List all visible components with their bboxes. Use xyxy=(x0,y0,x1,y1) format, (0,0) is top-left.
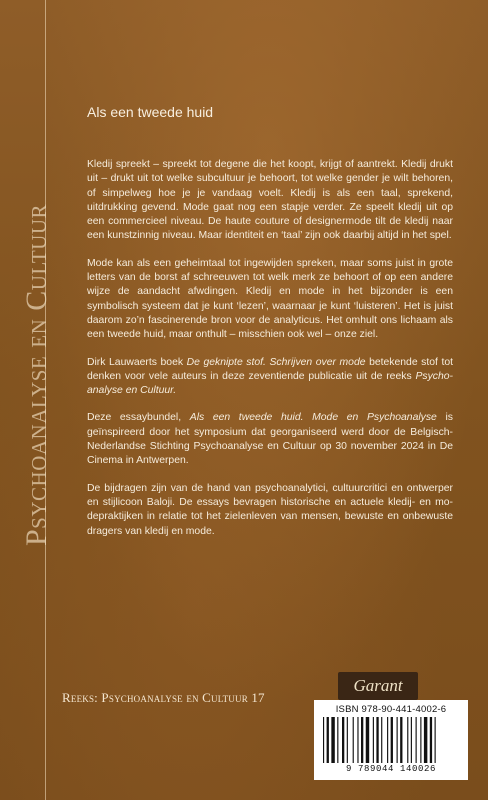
book-title-italic: De geknipte stof. Schrijven over mode xyxy=(186,356,366,368)
paragraph-4-text-a: Deze essaybundel, xyxy=(87,412,190,424)
series-line: Reeks: Psychoanalyse en Cultuur 17 xyxy=(62,690,265,705)
paragraph-4-text-b: is geïnspireerd door het symposium dat georganiseerd werd door de Belgisch-Nederlandse Stichting Psychoanalyse en Cultuur op 30 november 2024 in De Cinema in Antwerpen. xyxy=(87,412,453,467)
paragraph-5: De bijdragen zijn van de hand van psychoanalytici, cultuurcritici en ontwerper en stijlicoon Baloji. De essays bevragen historische en actuele kledij- en modepraktijken in relatie tot het zielenleven van mensen, bewuste en onbewuste dragers van kledij en mode. xyxy=(87,482,453,537)
vertical-series-title: Psychoanalyse en Cultuur xyxy=(20,204,53,546)
paragraph-3 xyxy=(87,356,453,399)
publisher-logo: Garant xyxy=(338,672,418,700)
paragraph-1: Kledij spreekt – spreekt tot degene die het koopt, krijgt of aantrekt. Kledij drukt uit – drukt uit tot welke subcultuur je behoort, tot welke gender je wilt behoren, of simpelweg hoe je je vandaag voelt. Kledij is als een taal, sprekend, uitdrukking gevend. Mode gaat nog een stapje verder. Ze speelt kledij uit op een commercieel niveau. De haute couture of designermode tilt de kledij naar een kunstzinnig niveau. Maar identiteit en ‘taal’ zijn ook daarbij altijd in het spel. xyxy=(87,159,453,242)
isbn-barcode-box xyxy=(314,700,468,780)
cover-heading: Als een tweede huid xyxy=(87,104,214,120)
series-name-italic: Psychoanalyse en Cultuur. xyxy=(87,370,453,397)
barcode-graphic xyxy=(322,717,460,763)
paragraph-3-text-a: Dirk Lauwaerts boek xyxy=(87,356,187,368)
essay-title-italic: Als een tweede huid. Mode en Psychoanalyse xyxy=(189,412,437,424)
barcode-digits: 9 789044 140026 xyxy=(345,764,436,774)
paragraph-4 xyxy=(87,411,453,468)
isbn-number: ISBN 978-90-441-4002-6 xyxy=(335,704,447,715)
paragraph-3-text-b: betekende stof tot denken voor vele auteurs in deze zeventiende publicatie uit de reeks xyxy=(87,356,454,382)
paragraph-2: Mode kan als een geheimtaal tot ingewijden spreken, maar soms juist in grote letters van de borst af schreeuwen tot welk merk ze behoort of op een andere wijze de aandacht afwdingen. Kledij en mode in het bijzonder is een symbolisch systeem dat je kunt ‘lezen’, waarnaar je kunt ‘luisteren’. Het is juist daarom zo’n fascinerende bron voor de analyticus. Het omhult ons lichaam als een tweede huid, maar onthult – misschien ook wel – onze ziel. xyxy=(87,257,453,341)
blurb-text xyxy=(87,158,453,552)
